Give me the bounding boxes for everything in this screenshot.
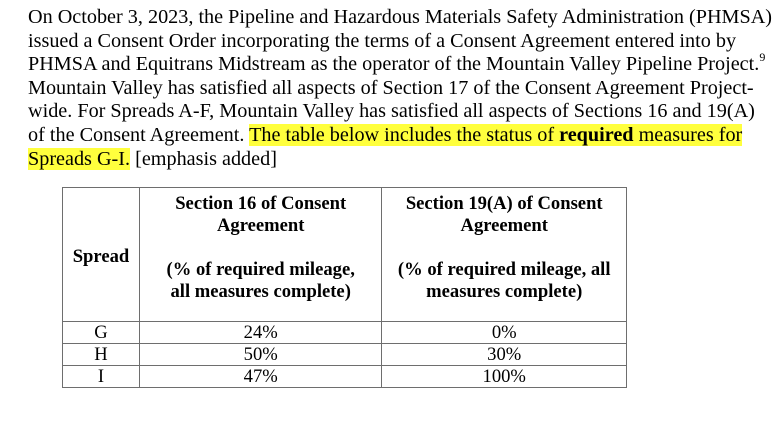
paragraph-line: Mountain Valley has satisfied all aspects of Section 17 of the Consent Agreement Project- <box>28 76 754 99</box>
table-row <box>63 366 627 388</box>
section19a-cell: 30% <box>382 344 627 366</box>
paragraph-line: wide. For Spreads A-F, Mountain Valley has satisfied all aspects of Sections 16 and 19(A) <box>28 100 755 123</box>
paragraph-line: issued a Consent Order incorporating the terms of a Consent Agreement entered into by <box>28 29 737 52</box>
highlighted-text-part: measures for <box>633 123 743 146</box>
paragraph-line: On October 3, 2023, the Pipeline and Hazardous Materials Safety Administration (PHMSA) <box>28 6 772 28</box>
section19a-title: Section 19(A) of Consent Agreement <box>405 193 603 236</box>
section16-cell: 50% <box>139 344 382 366</box>
paragraph-line <box>28 148 773 172</box>
section16-header <box>139 188 382 322</box>
spread-header: Spread <box>63 188 140 322</box>
highlighted-text: Spreads G-I. <box>28 147 131 170</box>
table-row <box>63 322 627 344</box>
spread-cell: G <box>63 322 140 344</box>
section16-cell: 24% <box>139 322 382 344</box>
paragraph-text: [emphasis added] <box>130 147 277 170</box>
spread-status-table <box>62 187 627 388</box>
table-row <box>63 344 627 366</box>
spread-cell: H <box>63 344 140 366</box>
section16-cell: 47% <box>139 366 382 388</box>
highlighted-text <box>249 124 742 146</box>
table-header-row <box>63 188 627 322</box>
paragraph-line <box>28 50 773 77</box>
bold-emphasis: required <box>559 123 634 146</box>
paragraph-text: of the Consent Agreement. <box>28 123 250 146</box>
section19a-header <box>382 188 627 322</box>
paragraph-text: PHMSA and Equitrans Midstream as the operator of the Mountain Valley Pipeline Project. <box>28 53 760 76</box>
section19a-subtitle: (% of required mileage, all measures complete) <box>397 259 611 302</box>
highlighted-text-part: The table below includes the status of <box>249 123 560 146</box>
section19a-cell: 0% <box>382 322 627 344</box>
spread-cell: I <box>63 366 140 388</box>
section19a-cell: 100% <box>382 366 627 388</box>
paragraph-line <box>28 124 773 148</box>
section16-subtitle: (% of required mileage, all measures complete) <box>166 259 355 302</box>
consent-order-paragraph <box>28 6 773 171</box>
footnote-marker: 9 <box>759 50 766 65</box>
section16-title: Section 16 of Consent Agreement <box>175 193 347 236</box>
